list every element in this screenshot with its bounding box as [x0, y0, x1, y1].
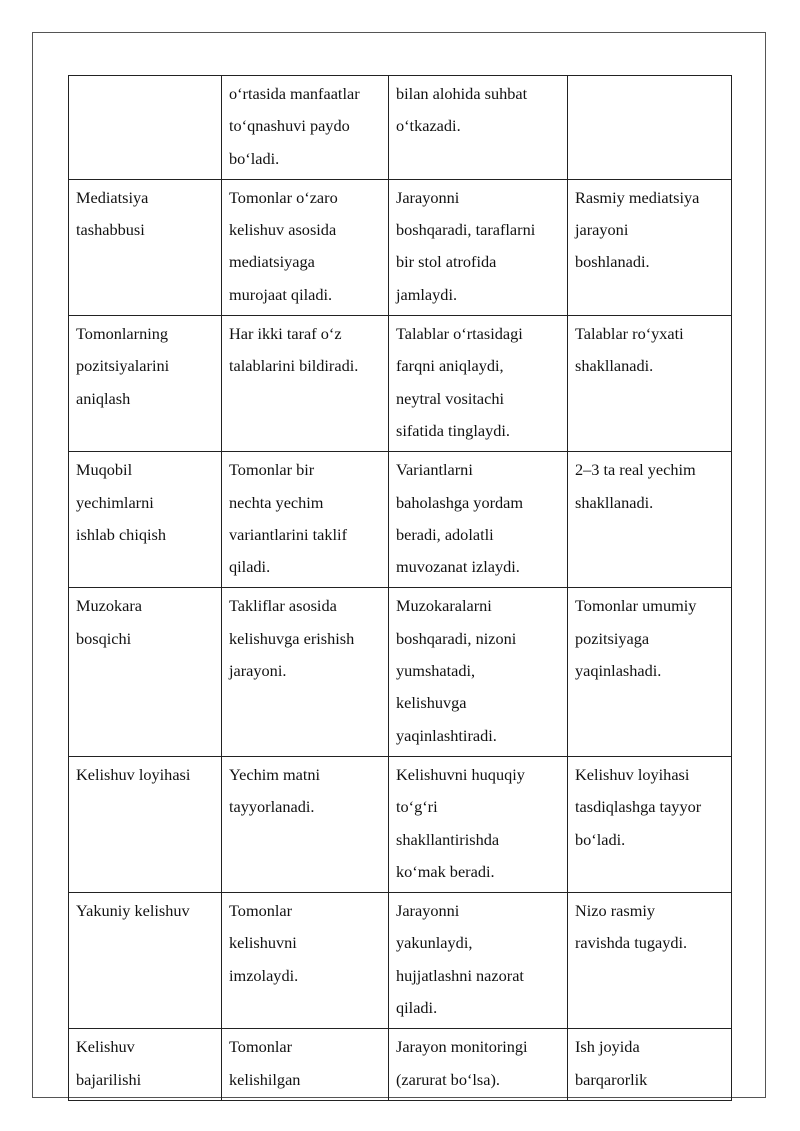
parties-cell	[222, 588, 389, 756]
mediator-text: Jarayon monitoringi (zarurat bo‘lsa).	[396, 1037, 528, 1089]
parties-text: Takliflar asosida kelishuvga erishish jarayoni.	[229, 596, 355, 681]
result-text: Tomonlar umumiy pozitsiyaga yaqinlashadi.	[575, 596, 697, 681]
result-cell	[568, 1029, 732, 1101]
stage-cell	[69, 452, 222, 588]
parties-cell	[222, 316, 389, 452]
mediation-stages-table	[68, 75, 732, 1101]
stage-cell	[69, 179, 222, 315]
stage-cell	[69, 76, 222, 180]
parties-text: Har ikki taraf o‘z talablarini bildiradi.	[229, 324, 359, 376]
result-text: 2–3 ta real yechim shakllanadi.	[575, 460, 696, 512]
table-row	[69, 452, 732, 588]
parties-cell	[222, 452, 389, 588]
result-cell	[568, 756, 732, 892]
stage-text: Yakuniy kelishuv	[76, 901, 190, 921]
result-text: Talablar ro‘yxati shakllanadi.	[575, 324, 684, 376]
stage-cell	[69, 756, 222, 892]
result-cell	[568, 76, 732, 180]
result-text: Ish joyida barqarorlik	[575, 1037, 648, 1089]
stage-text: Muqobil yechimlarni ishlab chiqish	[76, 460, 166, 544]
parties-cell	[222, 179, 389, 315]
table-row	[69, 893, 732, 1029]
table-row	[69, 76, 732, 180]
stage-text: Mediatsiya tashabbusi	[76, 187, 149, 240]
mediator-cell	[389, 893, 568, 1029]
mediator-cell	[389, 316, 568, 452]
stage-text: Kelishuv bajarilishi	[76, 1037, 142, 1089]
parties-cell	[222, 1029, 389, 1101]
result-cell	[568, 452, 732, 588]
result-text: Kelishuv loyihasi tasdiqlashga tayyor bo‘ladi.	[575, 764, 702, 849]
mediator-text: Talablar o‘rtasidagi farqni aniqlaydi, neytral vositachi sifatida tinglaydi.	[396, 324, 523, 440]
result-text: Nizo rasmiy ravishda tugaydi.	[575, 901, 688, 953]
parties-cell	[222, 893, 389, 1029]
result-cell	[568, 588, 732, 756]
parties-cell	[222, 76, 389, 180]
mediator-text: Jarayonni boshqaradi, taraflarni bir stol atrofida jamlaydi.	[396, 187, 536, 304]
table-row	[69, 179, 732, 315]
parties-text: Yechim matni tayyorlanadi.	[229, 764, 321, 817]
stage-cell	[69, 316, 222, 452]
stage-text: Kelishuv loyihasi	[76, 764, 191, 784]
mediator-text: bilan alohida suhbat o‘tkazadi.	[396, 84, 528, 136]
table-row	[69, 588, 732, 756]
mediator-text: Variantlarni baholashga yordam beradi, adolatli muvozanat izlaydi.	[396, 460, 524, 577]
stage-cell	[69, 588, 222, 756]
mediator-text: Muzokaralarni boshqaradi, nizoni yumshatadi, kelishuvga yaqinlashtiradi.	[396, 596, 517, 745]
mediator-cell	[389, 756, 568, 892]
parties-text: Tomonlar o‘zaro kelishuv asosida mediatsiyaga murojaat qiladi.	[229, 187, 338, 304]
result-cell	[568, 316, 732, 452]
mediator-cell	[389, 588, 568, 756]
mediator-text: Jarayonni yakunlaydi, hujjatlashni nazorat qiladi.	[396, 901, 524, 1018]
stage-cell	[69, 1029, 222, 1101]
mediator-cell	[389, 1029, 568, 1101]
parties-text: Tomonlar kelishilgan	[229, 1037, 301, 1089]
parties-cell	[222, 756, 389, 892]
result-cell	[568, 893, 732, 1029]
mediator-cell	[389, 76, 568, 180]
table-row	[69, 756, 732, 892]
mediator-text: Kelishuvni huquqiy to‘g‘ri shakllantirishda ko‘mak beradi.	[396, 764, 525, 881]
mediator-cell	[389, 452, 568, 588]
parties-text: Tomonlar bir nechta yechim variantlarini taklif qiladi.	[229, 460, 347, 577]
table-row	[69, 316, 732, 452]
result-text: Rasmiy mediatsiya jarayoni boshlanadi.	[575, 187, 700, 272]
table-row	[69, 1029, 732, 1101]
mediator-cell	[389, 179, 568, 315]
stage-cell	[69, 893, 222, 1029]
parties-text: o‘rtasida manfaatlar to‘qnashuvi paydo bo‘ladi.	[229, 84, 360, 168]
result-cell	[568, 179, 732, 315]
stage-text: Tomonlarning pozitsiyalarini aniqlash	[76, 324, 170, 408]
stage-text: Muzokara bosqichi	[76, 596, 142, 648]
parties-text: Tomonlar kelishuvni imzolaydi.	[229, 901, 299, 985]
